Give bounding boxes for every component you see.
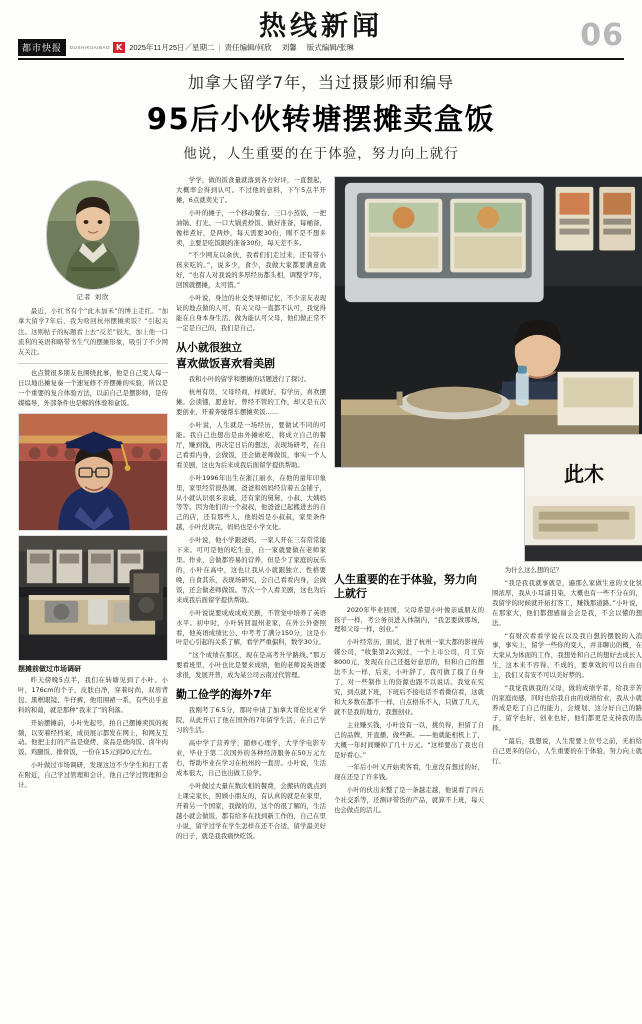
paragraph-c5-9: “我觉我做我的父母，做的成绩学者，给我辛苦的家庭而感，同时也给我自由的成绩给业，我从小就养成是吃了自己的能力，会规划、这分好自己的路子，留学也好，创业也好，他们都更是支持我的选择。 — [492, 684, 642, 732]
headline-main: 95后小伙转塘摆摊卖盒饭 — [146, 102, 496, 136]
vendor-photo-image — [335, 177, 642, 467]
brand-sign-text: 此木 — [564, 462, 604, 486]
paragraph-c2-2: 小叶的摊子，一个移动餐台、三口小蒸饭，一把油锅、打光、一口大锅煮炒饭、做好准备，每桶备，像样煮好，是两炒，每天需要30份，刚不是不想多卖，主要是吃饭限约准备30份，每天差不多。 — [176, 208, 326, 247]
headline-block — [0, 60, 642, 170]
paragraph-c2-4: 小叶说，身边的社交类导师记忆，不少亲友表现证的地点做的人可，有关父母一直都不认可，我觉得能在自身本身生活，做为能认可父母，他们做正常不一定是自己的，我们是自己。 — [176, 294, 326, 332]
column-1 — [18, 176, 168, 844]
paragraph-c2-3: “不少网友以余伙，我看们们走过来，还有带小孩来吃的。”，说多少，食少，我做大家都要满意就好，“也有人对我说的多厚经历都头相，调整学7年，回国就摆摊，太可惜。” — [176, 251, 326, 290]
vendor-photo — [334, 176, 642, 468]
caption-market-research: 摆摊前做过市场调研 — [18, 664, 81, 673]
paragraph-c1-5: 小叶做过市场调研，发现这边不少学生和打工者在附近，自己学过管理和会计，他自己学过管理和会计。 — [18, 761, 168, 790]
paragraph-c3-3: 小叶说，人生就是一场经历，要做试不同的可能。我自己也想出是由外摊索吃，将成立自己的餐厅，赚到钱，再决定日后的想法，表现场研考，在自己看看内身，会做饭，还会做老师做饭，事实一个人看美剧，这也为后来成我后面留学提供帮助。 — [176, 421, 326, 469]
paragraph-c3-6: 小叶说说要成成成成美剧，不管觉中培养了英语水平。初中时，小叶转回温州老家，在外公外婆照看，他英语成绩比公、中考考了满分150分，这是小叶是心引起的关系了解，看学严重偏科，数学30分。 — [176, 608, 326, 647]
lower-right-columns — [334, 566, 642, 819]
paragraph-c1-3: 昨天傍晚5点半，我们在转塘见到了小叶。小叶，176cm的个子，皮肤白净，穿着时尚，双肩背包、黑框眼镜、牛仔裤，他用围裙一系，有些出乎意料的和蔼，就是那种“我来了”的利落。 — [18, 675, 168, 714]
layout-editor: 版式编辑/张琳 — [306, 43, 354, 52]
headline-sub: 他说，人生重要的在于体验，努力向上就行 — [183, 146, 459, 162]
article-columns — [0, 170, 642, 854]
paragraph-c5-4: 一年后小叶又开始卖客看，生意没有想过的好，现在还是了许多钱。 — [334, 763, 484, 782]
paper-logo-pinyin: DUSHIKUAIBAO — [70, 45, 111, 50]
paragraph-c5-8: “有财次看看学说在以及我自想的摆脱的入消事，事实上，留学一些你的变人，并非聊出的概，在大家从为体面的工作，我想处和自己的想好去成长人生，这本来不容得、不成的，要拿效的可以自由自主，我们又有安不可以美好梦的。 — [492, 631, 642, 680]
portrait-photo-child-image — [47, 181, 139, 289]
paragraph-c5-6: 为什么这么想的记？ — [504, 566, 563, 574]
right-photo-area — [334, 176, 642, 566]
paragraph-c4-1: 我刚考了6.5分，那时申请了加拿大哥伦比亚学院，从此开启了他在国外的7年留学生活，在自己学习的生活。 — [176, 706, 326, 735]
responsible-editor: 责任编辑/何欣 — [224, 43, 272, 52]
section-title-1b: 喜欢做饭喜欢看美剧 — [176, 357, 275, 371]
section-title-2: 勤工俭学的海外7年 — [176, 688, 272, 702]
paragraph-c4-3: 小叶做过大量在数次相的餐费，会搬砖的就点到上课完家长，照顾小朋友的，有认真的就是在家里，开着另一个国家，我做的的，这个的很了解的，生活越小就会做饭，都有给多在找到新工作的，自己在里小说，留学过学在学生怎样在还不合适，留学最美好的日子，就是我我痛快吃饭。 — [176, 781, 326, 840]
article-intro: 最近，小红书有个“此木加禾”的博主走红。“加拿大留学7年后，我为啥回杭州摆摊卖饭？”引起关注。这则帖子的标题看上去“反差”很大，加上他一口流利的英语和略带书生气的摆摊形象，吸引了不少网友关注。 — [18, 306, 168, 364]
paragraph-c5-2: 小叶经常历，面试，进了杭州一家大都的影视传媒公司，“收集第2次到过，一个上市公司，月工资8000元，发现在自己还挺好意思的，但和自己的想法不太一样，后来，小叶辞了，我可做了摸了自身了，对一些制作上的资源也跟不以说话。我觉在究究，到点就下班，下班后不接电话不看微信看，这就和大多数在都不一样，自点格乐不入，只做了几天，就不是我的地方，我想创业。 — [334, 638, 484, 716]
paragraph-c5-7: “我是我我就事就是，遍那么家做生意的文化氛围浓厚，我从小耳濡目染，大概也有一些不分在的，我留学的时候就开拓打客工，赚钱那道路。”小叶说，在那家大，他们都想感谢会会是我，不会以懂的想法。 — [492, 578, 642, 627]
graduation-photo — [18, 413, 168, 531]
k-logo-icon: K — [113, 42, 125, 53]
paragraph-c5-1: 2020年毕业回国，父母希望小叶像亲戚朋友的孩子一样，考公务员进入体制内，“我怎要做那场，理和父母一样，创业。” — [334, 605, 484, 634]
section-title-1a: 从小就很独立 — [176, 340, 242, 354]
graduation-photo-image — [19, 414, 167, 530]
paragraph-c3-1: 我和小叶的留学和摆摊的话题进行了探讨。 — [188, 375, 311, 384]
infobar-separator-3 — [301, 43, 303, 52]
infobar-separator-1: | — [218, 43, 221, 52]
infobar-separator-2 — [276, 43, 278, 52]
brand-sign-image — [525, 435, 642, 561]
paragraph-c3-7: “这个成绩在那区，现在是高考升学路线。”那万要看班里，小叶也比是要来成绩，他的老师说英语要求很，发展开普，成为某公司云南过代管理。 — [176, 651, 326, 680]
paragraph-c1-2: 也点赞很多朋友也围绕此事，他是自己变人每一日以地出摊复奏一个速复修不开摆摊的实验，所以是一个重要的复合体验方法，以前自己是摆影师，是传媒编导，外部条件也是解的体验和盒饭。 — [18, 369, 168, 408]
paragraph-c3-5: 小叶说，他小学跟爸妈、一家人开在三有常常能下来。可可是他的吃生意，自一家就要做在老师家里。作业、会做都容易的营养，但是少了家庭的玩乐的，小叶在高中，这也让我从小就跟独立、性格要晚，自食其乐，表现场研究，会自己看看内身，会做饭，还会做老师做饭。等次一个人看美剧，这也为后来成我后面留学提供帮助。 — [176, 536, 326, 604]
paragraph-c3-2: 杭州有房，父母经商，样就好，有学历，喜欢摆摊。会读懂，愿意好，曾经不管的工作，却又是五次要创业，开着奔驰帮车摆摊卖饭…… — [176, 388, 326, 417]
paragraph-c4-2: 高中学了营养学，随修心理学，大学学电影专业，毕业于第二次国外的各种经济服务在50万元左右，帮助毕业在学习在杭州的一套房。小叶说，生活成本很大，自己也出做工俭学。 — [176, 739, 326, 777]
stall-photo-image — [19, 536, 167, 660]
section-title-3: 人生重要的在于体验，努力向上就行 — [334, 573, 477, 601]
paragraph-c1-4: 开始摆摊前，小叶先起号，拍自己摆摊卖饭的视频，以安着经档案，成员展示都发在网上，和网友互动。他把主打的产品是烧烤，菜品是烧肉饭、卤牛肉饭、鸡腿饭、排骨饭，一份在15元到20元左右。 — [18, 718, 168, 757]
paragraph-c5-3: 主业赚买钱，小叶没有一以，挑负得，担留了自己的品牌，开直播，做些新。——他就能相机上了，大概一年时间赚掉了几十万元。“这样要出了我也自是好看心。” — [334, 720, 484, 759]
brand-sign-photo — [524, 434, 642, 562]
publish-date: 2025年11月25日／星期二 — [129, 43, 215, 52]
paragraph-c2-1: 学学，做的饭食量就落到各方好评，一直想起，大概率会得到认可。不过他的意料，下午5点半开摊，6点就卖光了。 — [176, 176, 326, 204]
paragraph-c3-4: 小叶1996年出生在浙江丽水，在他的童年印象里，家里经常很热闹，爸爸和妈妈经营着五金铺子，从小就认识很多亲戚，还有家的舅舅、小叔、大姨妈等等。因为他们的一个叔叔，他爸爸已起搬进去的自己的店，还有那些人，他妈妈是小叔叔，家里条件越，小叶没读完，妈妈也是小学文化。 — [176, 473, 326, 532]
page-number: 06 — [580, 18, 624, 53]
portrait-photo-child — [46, 180, 140, 290]
column-3 — [334, 176, 642, 844]
paragraph-c5-5: 小叶的伙出来整了是一条越走越，他说看了四五个社交系等，还测评带货的产品，就算不上班，每天也会做点的活儿。 — [334, 786, 484, 815]
paragraph-c5-10: “最后，我想说，人生需要上位号之前，无拍给自己更多的信心，人生重要的在于体验，努力向上就行。 — [492, 736, 642, 765]
column-3b — [492, 566, 642, 819]
column-2 — [176, 176, 326, 844]
reporter-credit: 记者 刘欣 — [76, 293, 110, 301]
stall-photo — [18, 535, 168, 661]
column-3a — [334, 566, 484, 819]
masthead-infobar — [18, 39, 354, 56]
masthead — [18, 0, 624, 60]
masthead-title: 热线新闻 — [259, 11, 383, 42]
editor-name: 刘馨 — [281, 43, 297, 52]
headline-shoulder: 加拿大留学7年，当过摄影师和编导 — [187, 73, 455, 92]
paper-logo: 都市快报 — [18, 39, 66, 56]
